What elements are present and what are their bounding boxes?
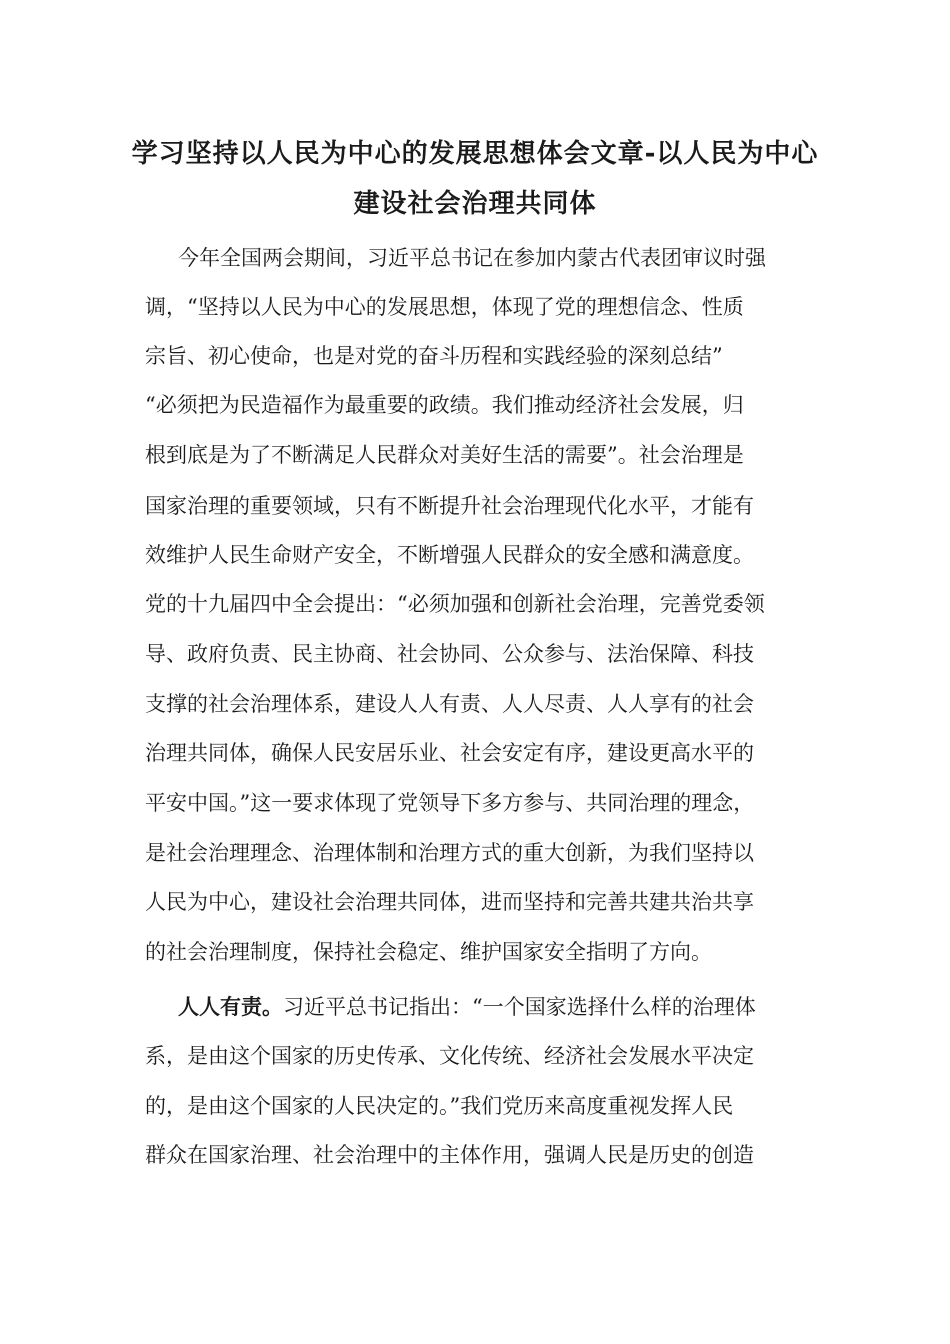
paragraph-2-line: 群众在国家治理、社会治理中的主体作用，强调人民是历史的创造 <box>145 1143 754 1167</box>
paragraph-2-lead-heading: 人人有责。 <box>178 995 283 1019</box>
paragraph-2-first-line <box>178 992 756 1022</box>
paragraph-1-line: 国家治理的重要领域，只有不断提升社会治理现代化水平，才能有 <box>145 494 754 518</box>
paragraph-1-line: 平安中国。”这一要求体现了党领导下多方参与、共同治理的理念， <box>145 791 755 815</box>
paragraph-1-line: 根到底是为了不断满足人民群众对美好生活的需要”。社会治理是 <box>145 443 744 467</box>
paragraph-1-line: 调，“坚持以人民为中心的发展思想，体现了党的理想信念、性质 <box>145 295 744 319</box>
paragraph-1-line: 效维护人民生命财产安全，不断增强人民群众的安全感和满意度。 <box>145 543 754 567</box>
paragraph-1-line: 党的十九届四中全会提出：“必须加强和创新社会治理，完善党委领 <box>145 592 765 616</box>
paragraph-1-line: 支撑的社会治理体系，建设人人有责、人人尽责、人人享有的社会 <box>145 692 754 716</box>
paragraph-2-line: 的，是由这个国家的人民决定的。”我们党历来高度重视发挥人民 <box>145 1094 734 1118</box>
document-title-line-2: 建设社会治理共同体 <box>353 189 597 219</box>
paragraph-1-line: 今年全国两会期间，习近平总书记在参加内蒙古代表团审议时强 <box>178 246 766 270</box>
paragraph-1-line: “必须把为民造福作为最重要的政绩。我们推动经济社会发展，归 <box>145 393 744 417</box>
paragraph-2-first-line-text: 习近平总书记指出：“一个国家选择什么样的治理体 <box>283 995 756 1019</box>
paragraph-1-line: 人民为中心，建设社会治理共同体，进而坚持和完善共建共治共享 <box>145 890 754 914</box>
paragraph-1-line: 是社会治理理念、治理体制和治理方式的重大创新，为我们坚持以 <box>145 841 754 865</box>
paragraph-1-line: 导、政府负责、民主协商、社会协同、公众参与、法治保障、科技 <box>145 642 754 666</box>
paragraph-1-line: 宗旨、初心使命，也是对党的奋斗历程和实践经验的深刻总结” <box>145 344 723 368</box>
paragraph-1-line: 治理共同体，确保人民安居乐业、社会安定有序，建设更高水平的 <box>145 741 754 765</box>
document-title-line-1: 学习坚持以人民为中心的发展思想体会文章-以人民为中心 <box>131 139 819 169</box>
paragraph-1-line: 的社会治理制度，保持社会稳定、维护国家安全指明了方向。 <box>145 940 712 964</box>
paragraph-2-line: 系，是由这个国家的历史传承、文化传统、经济社会发展水平决定 <box>145 1044 754 1068</box>
